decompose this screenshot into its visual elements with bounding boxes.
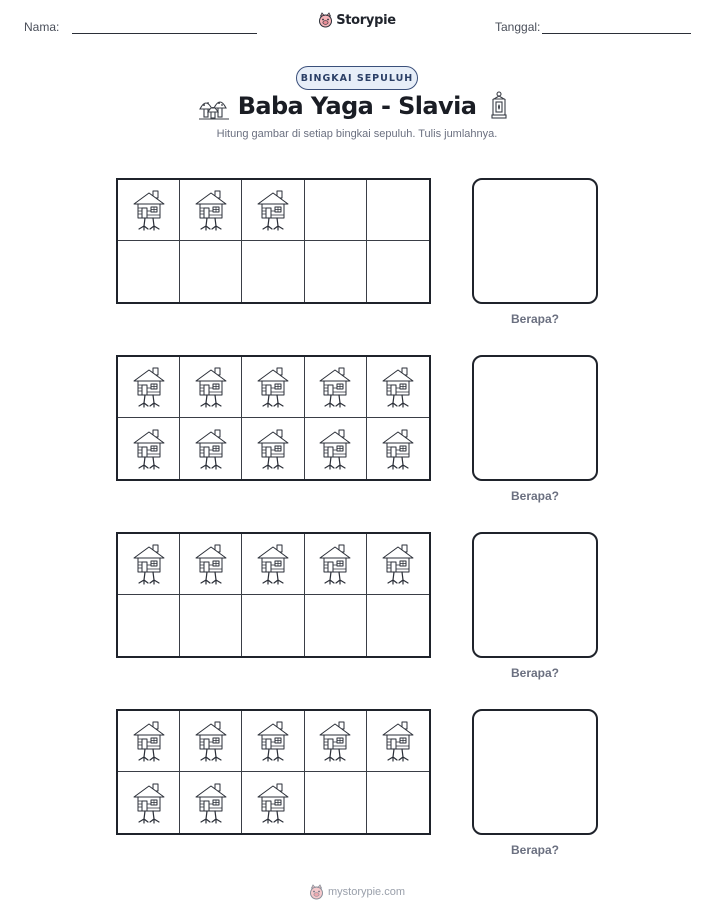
frame-cell: [367, 357, 429, 418]
ten-frame: [116, 178, 431, 304]
frame-cell: [242, 772, 304, 833]
name-line[interactable]: [72, 33, 257, 34]
frame-cell: [118, 180, 180, 241]
lantern-icon: [488, 91, 510, 121]
frame-cell: [180, 357, 242, 418]
frame-cell: [305, 357, 367, 418]
footer-site: mystorypie.com: [327, 886, 406, 898]
hut-on-chicken-legs-icon: [317, 719, 353, 763]
frame-cell: [242, 595, 304, 656]
hut-on-chicken-legs-icon: [317, 542, 353, 586]
hut-on-chicken-legs-icon: [193, 365, 229, 409]
frame-cell: [242, 180, 304, 241]
frame-cell: [180, 418, 242, 479]
answer-box[interactable]: [472, 709, 598, 835]
frame-cell: [305, 711, 367, 772]
frame-cell: [118, 772, 180, 833]
hut-on-chicken-legs-icon: [255, 719, 291, 763]
frame-cell: [180, 772, 242, 833]
frame-cell: [180, 241, 242, 302]
frame-cell: [180, 180, 242, 241]
hut-on-chicken-legs-icon: [131, 719, 167, 763]
frame-cell: [242, 241, 304, 302]
frame-cell: [242, 711, 304, 772]
footer: [0, 884, 714, 900]
frame-cell: [242, 534, 304, 595]
hut-on-chicken-legs-icon: [317, 427, 353, 471]
frame-cell: [367, 534, 429, 595]
hut-on-chicken-legs-icon: [380, 427, 416, 471]
hut-on-chicken-legs-icon: [317, 365, 353, 409]
answer-prompt: Berapa?: [510, 843, 560, 857]
ten-frame: [116, 709, 431, 835]
brand-name: Storypie: [336, 12, 396, 28]
frame-cell: [367, 418, 429, 479]
frame-cell: [367, 772, 429, 833]
answer-box[interactable]: [472, 532, 598, 658]
frame-cell: [242, 357, 304, 418]
hut-on-chicken-legs-icon: [380, 542, 416, 586]
frame-cell: [118, 534, 180, 595]
frame-cell: [242, 418, 304, 479]
name-label: Nama:: [24, 20, 60, 34]
frame-cell: [367, 711, 429, 772]
hut-on-chicken-legs-icon: [255, 427, 291, 471]
hut-on-chicken-legs-icon: [131, 542, 167, 586]
date-label: Tanggal:: [495, 20, 541, 34]
hut-on-chicken-legs-icon: [255, 188, 291, 232]
frame-cell: [118, 418, 180, 479]
page-title: Baba Yaga - Slavia: [237, 92, 477, 120]
frame-cell: [118, 241, 180, 302]
hut-on-chicken-legs-icon: [255, 781, 291, 825]
hut-on-chicken-legs-icon: [193, 188, 229, 232]
hut-on-chicken-legs-icon: [131, 781, 167, 825]
frame-cell: [305, 180, 367, 241]
frame-cell: [180, 595, 242, 656]
answer-prompt: Berapa?: [510, 489, 560, 503]
hut-on-chicken-legs-icon: [193, 427, 229, 471]
worksheet-badge: BINGKAI SEPULUH: [296, 66, 418, 90]
answer-prompt: Berapa?: [510, 666, 560, 680]
frame-cell: [305, 418, 367, 479]
hut-on-chicken-legs-icon: [193, 781, 229, 825]
ten-frame: [116, 532, 431, 658]
hut-on-chicken-legs-icon: [131, 188, 167, 232]
frame-cell: [305, 241, 367, 302]
frame-cell: [367, 595, 429, 656]
frame-cell: [180, 534, 242, 595]
frame-cell: [118, 357, 180, 418]
answer-box[interactable]: [472, 178, 598, 304]
frame-cell: [367, 241, 429, 302]
pig-mascot-icon: [309, 884, 324, 900]
instruction-text: Hitung gambar di setiap bingkai sepuluh. Tulis jumlahnya.: [216, 128, 498, 140]
frame-cell: [305, 595, 367, 656]
frame-cell: [305, 772, 367, 833]
brand: [0, 12, 714, 28]
hut-on-chicken-legs-icon: [380, 365, 416, 409]
frame-cell: [367, 180, 429, 241]
frame-cell: [180, 711, 242, 772]
hut-on-chicken-legs-icon: [255, 365, 291, 409]
pig-mascot-icon: [318, 12, 333, 28]
answer-prompt: Berapa?: [510, 312, 560, 326]
frame-cell: [118, 595, 180, 656]
hut-on-chicken-legs-icon: [193, 542, 229, 586]
hut-on-chicken-legs-icon: [255, 542, 291, 586]
hut-on-chicken-legs-icon: [193, 719, 229, 763]
ten-frame: [116, 355, 431, 481]
frame-cell: [118, 711, 180, 772]
answer-box[interactable]: [472, 355, 598, 481]
hut-on-chicken-legs-icon: [131, 427, 167, 471]
hut-on-chicken-legs-icon: [380, 719, 416, 763]
hut-on-chicken-legs-icon: [131, 365, 167, 409]
date-line[interactable]: [542, 33, 691, 34]
frame-cell: [305, 534, 367, 595]
